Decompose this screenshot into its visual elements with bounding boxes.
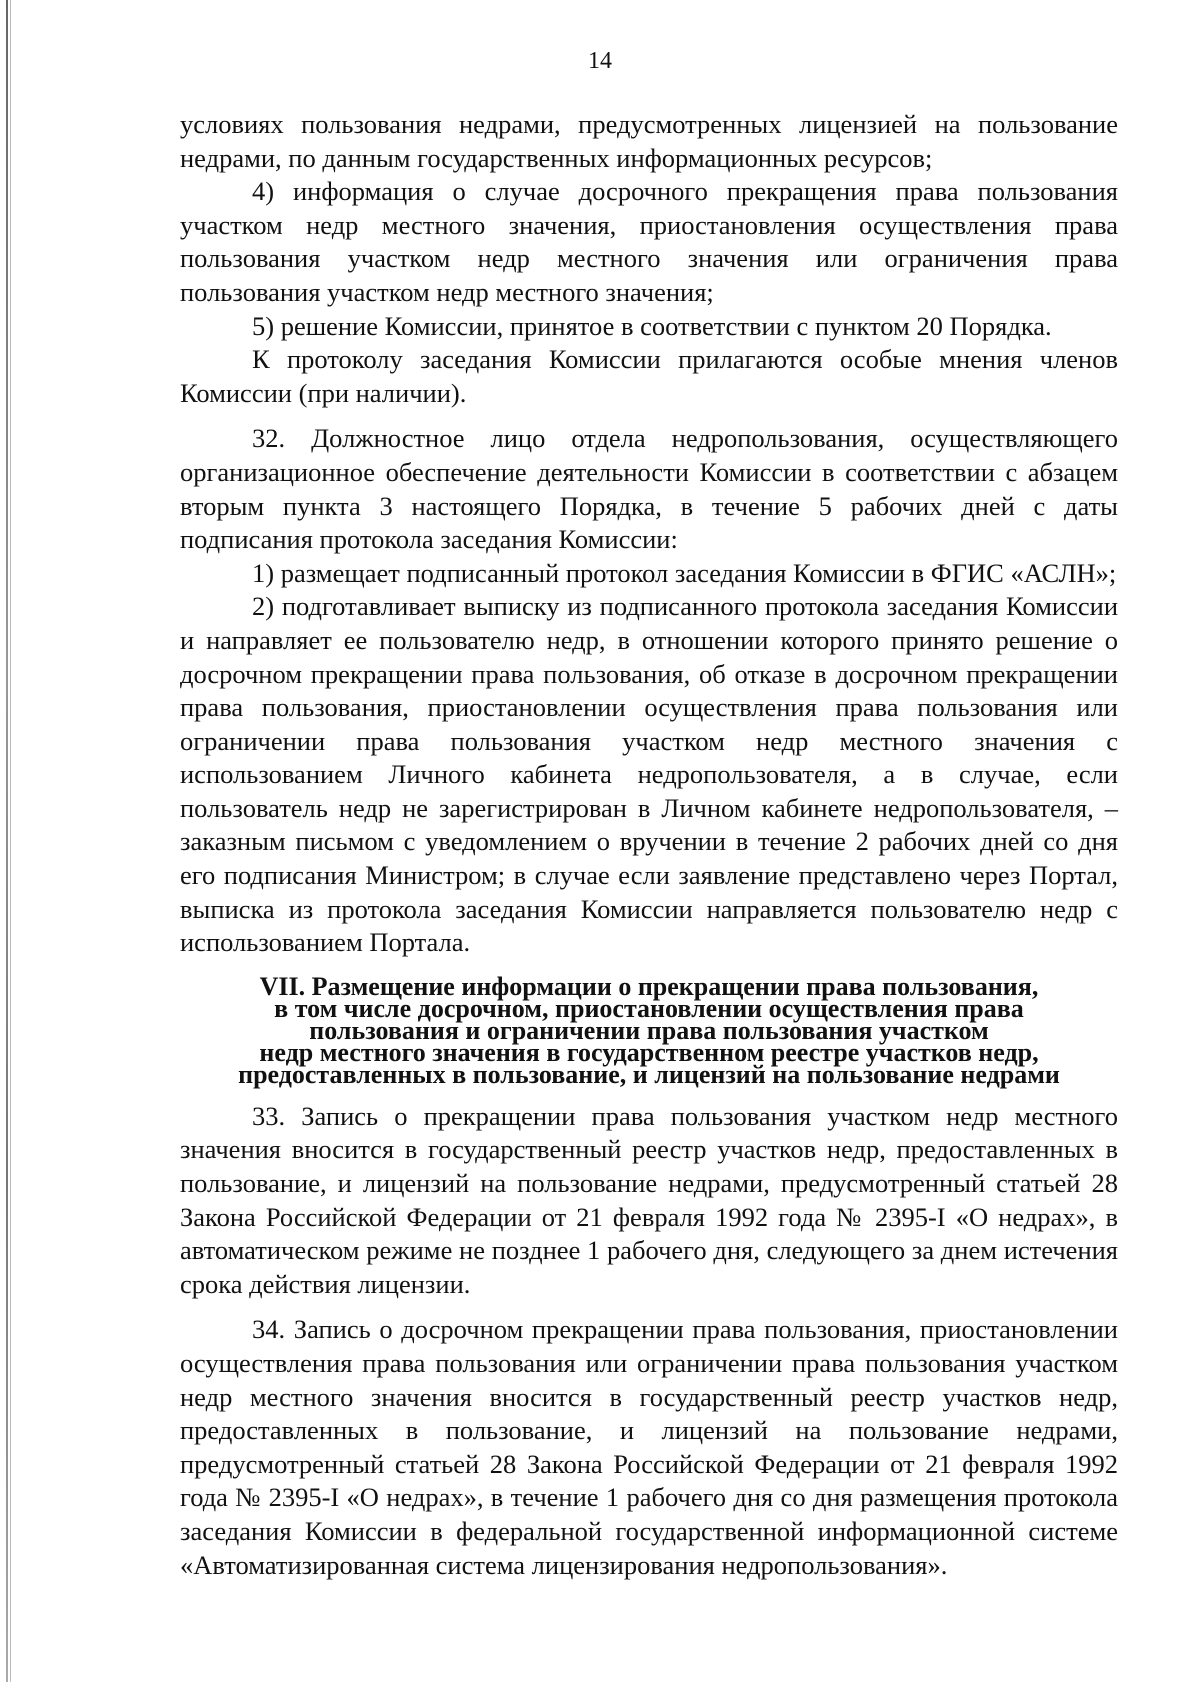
paragraph-32-item-2: 2) подготавливает выписку из подписанного протокола заседания Комиссии и направляет ее пользователю недр, в отношении которого принято решение о досрочном прекращении права пользования, об отказе в досрочном прекращении права пользования, приостановлении осуществления права пользования или ограничении права пользования участком недр местного значения с использованием Личного кабинета недропользователя, а в случае, если пользователь недр не зарегистрирован в Личном кабинете недропользователя, – заказным письмом с уведомлением о вручении в течение 2 рабочих дней со дня его подписания Министром; в случае если заявление представлено через Портал, выписка из протокола заседания Комиссии направляется пользователю недр с использованием Портала. [180, 591, 1118, 958]
section-heading-line: в том числе досрочном, приостановлении осуществления права [274, 993, 1024, 1023]
scan-edge-line-secondary [10, 0, 11, 1682]
document-body [180, 108, 1118, 1582]
section-heading-line: VII. Размещение информации о прекращении права пользования, [259, 971, 1039, 1001]
paragraph-item-5: 5) решение Комиссии, принятое в соответствии с пунктом 20 Порядка. [252, 310, 1052, 341]
page-number: 14 [588, 48, 612, 74]
paragraph-protocol-attachments: К протоколу заседания Комиссии прилагаются особые мнения членов Комиссии (при наличии). [180, 344, 1118, 408]
paragraph-item-4: 4) информация о случае досрочного прекращения права пользования участком недр местного значения, приостановления осуществления права пользования участком недр местного значения или ограничения права пользования участком недр местного значения; [180, 176, 1118, 307]
paragraph-32-item-1: 1) размещает подписанный протокол заседания Комиссии в ФГИС «АСЛН»; [252, 557, 1117, 588]
scan-edge-line [6, 0, 8, 1682]
paragraph-33: 33. Запись о прекращении права пользования участком недр местного значения вносится в государственный реестр участков недр, предоставленных в пользование, и лицензий на пользование недрами, предусмотренный статьей 28 Закона Российской Федерации от 21 февраля 1992 года № 2395-I «О недрах», в автоматическом режиме не позднее 1 рабочего дня, следующего за днем истечения срока действия лицензии. [180, 1100, 1118, 1299]
paragraph-32: 32. Должностное лицо отдела недропользования, осуществляющего организационное обеспечение деятельности Комиссии в соответствии с абзацем вторым пункта 3 настоящего Порядка, в течение 5 рабочих дней с даты подписания протокола заседания Комиссии: [180, 423, 1118, 555]
section-heading-line: пользования и ограничении права пользования участком [309, 1015, 989, 1045]
paragraph-continuation: условиях пользования недрами, предусмотренных лицензией на пользование недрами, по данным государственных информационных ресурсов; [180, 109, 1118, 173]
section-heading-line: предоставленных в пользование, и лицензий на пользование недрами [238, 1059, 1060, 1089]
section-heading-line: недр местного значения в государственном реестре участков недр, [259, 1037, 1039, 1067]
paragraph-34: 34. Запись о досрочном прекращении права пользования, приостановлении осуществления права пользования или ограничении права пользования участком недр местного значения вносится в государственный реестр участков недр, предоставленных в пользование, и лицензий на пользование недрами, предусмотренный статьей 28 Закона Российской Федерации от 21 февраля 1992 года № 2395-I «О недрах», в течение 1 рабочего дня со дня размещения протокола заседания Комиссии в федеральной государственной информационной системе «Автоматизированная система лицензирования недропользования». [180, 1314, 1118, 1580]
section-heading-vii [180, 971, 1118, 1089]
